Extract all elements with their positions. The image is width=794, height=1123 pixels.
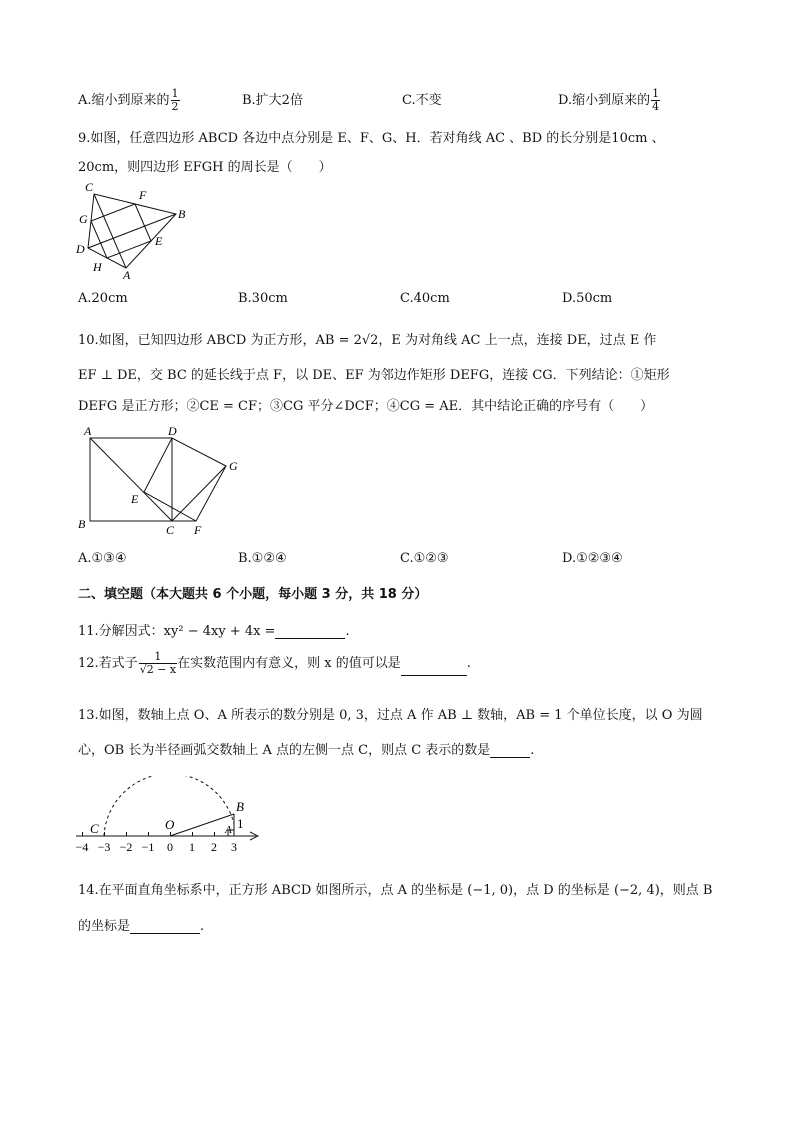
label-a: A — [225, 824, 232, 836]
q9-option-a: A.20cm — [78, 291, 128, 306]
tick-label: 1 — [189, 840, 195, 854]
q10-option-d: D.①②③④ — [562, 551, 623, 566]
q9-option-b: B.30cm — [238, 291, 288, 306]
q12-answer-blank[interactable] — [401, 661, 467, 676]
q14-stem-line1: 14.在平面直角坐标系中，正方形 ABCD 如图所示，点 A 的坐标是 (−1, 0)，点 D 的坐标是 (−2, 4)，则点 B — [78, 883, 713, 898]
tick-mark — [126, 832, 127, 836]
q10-stem-line2: EF ⊥ DE，交 BC 的延长线于点 F，以 DE、EF 为邻边作矩形 DEFG，连接 CG．下列结论：①矩形 — [78, 368, 670, 383]
q9-option-c: C.40cm — [400, 291, 450, 306]
q14-stem-line2 — [78, 915, 204, 934]
q14-end: . — [200, 919, 205, 934]
tick-label: 3 — [231, 840, 237, 854]
q10-stem-line1: 10.如图，已知四边形 ABCD 为正方形，AB = 2√2，E 为对角线 AC 上一点，连接 DE，过点 E 作 — [78, 333, 657, 348]
label-f: F — [194, 523, 202, 537]
label-c: C — [166, 523, 175, 537]
q10-stem-line3: DEFG 是正方形；②CE = CF；③CG 平分∠DCF；④CG = AE．其中结论正确的序号有（ ） — [78, 399, 654, 414]
label-o: O — [165, 817, 175, 832]
q9-stem-line1: 9.如图，任意四边形 ABCD 各边中点分别是 E、F、G、H．若对角线 AC 、BD 的长分别是10cm 、 — [78, 131, 665, 146]
q14-answer-blank[interactable] — [130, 919, 200, 934]
label-c: C — [90, 821, 99, 836]
q12-end: . — [466, 656, 471, 671]
q8-option-a-fraction — [171, 88, 180, 113]
tick-label: −1 — [141, 840, 155, 854]
q10-option-b: B.①②④ — [238, 551, 287, 566]
q12-line — [78, 651, 471, 676]
q12-post: 在实数范围内有意义，则 x 的值可以是 — [177, 656, 401, 671]
q12-fraction — [139, 651, 177, 676]
label-b: B — [236, 799, 244, 814]
q12-pre: 12.若式子 — [78, 656, 138, 671]
label-f: F — [139, 188, 147, 202]
label-a: A — [84, 424, 92, 438]
q13-stem-line1: 13.如图，数轴上点 O、A 所表示的数分别是 0, 3，过点 A 作 AB ⊥ 数轴，AB = 1 个单位长度，以 O 为圆 — [78, 708, 703, 723]
label-e: E — [155, 234, 163, 248]
diagonal-ac — [90, 438, 172, 521]
q8-option-d-text: D.缩小到原来的 — [558, 93, 651, 108]
diagonal-bd — [88, 214, 176, 248]
tick-label: −3 — [97, 840, 111, 854]
fraction-numerator: 1 — [652, 87, 660, 100]
label-g: G — [229, 459, 238, 473]
q11-answer-blank[interactable] — [275, 624, 345, 639]
q13-line2-text: 心，OB 长为半径画弧交数轴上 A 点的左侧一点 C，则点 C 表示的数是 — [78, 743, 491, 758]
fraction-numerator: 1 — [171, 87, 179, 100]
tick-mark — [82, 832, 83, 836]
label-e: E — [131, 492, 139, 506]
label-d: D — [168, 424, 177, 438]
q11-line — [78, 620, 350, 639]
quad-efgh — [91, 204, 151, 258]
q13-number-line-figure — [72, 776, 267, 858]
tick-mark — [214, 832, 215, 836]
fraction-numerator: 1 — [139, 651, 177, 664]
label-c: C — [85, 180, 94, 194]
label-b: B — [178, 207, 186, 221]
label-one: 1 — [237, 816, 244, 831]
q9-quadrilateral-figure — [72, 178, 202, 283]
q8-option-d — [558, 88, 660, 113]
q10-option-a: A.①③④ — [78, 551, 127, 566]
label-g: G — [79, 212, 88, 226]
q13-stem-line2 — [78, 739, 534, 758]
q9-option-d: D.50cm — [562, 291, 613, 306]
label-a: A — [123, 268, 131, 282]
q10-option-c: C.①②③ — [400, 551, 449, 566]
q8-option-a-text: A.缩小到原来的 — [78, 93, 170, 108]
q11-text: 11.分解因式：xy² − 4xy + 4x = — [78, 624, 276, 639]
q11-end: . — [345, 624, 350, 639]
q14-line2-text: 的坐标是 — [78, 919, 131, 934]
fraction-denominator: 4 — [652, 100, 660, 113]
square-defg — [144, 438, 226, 521]
q13-end: . — [530, 743, 535, 758]
q8-option-a — [78, 88, 180, 113]
fraction-denominator: √2 − x — [139, 663, 177, 676]
tick-mark — [148, 832, 149, 836]
tick-mark — [104, 832, 105, 836]
label-h: H — [93, 260, 102, 274]
segment-cg — [172, 466, 226, 521]
q8-option-b: B.扩大2倍 — [242, 93, 303, 108]
label-d: D — [76, 242, 85, 256]
tick-mark — [192, 832, 193, 836]
q8-option-c: C.不变 — [402, 93, 442, 108]
tick-label: −2 — [119, 840, 133, 854]
q9-stem-line2: 20cm，则四边形 EFGH 的周长是（ ） — [78, 160, 332, 175]
q8-option-d-fraction — [651, 88, 660, 113]
q13-answer-blank[interactable] — [490, 743, 530, 758]
fraction-denominator: 2 — [171, 100, 179, 113]
label-b: B — [78, 517, 86, 531]
section-heading-fill-in: 二、填空题（本大题共 6 个小题，每小题 3 分，共 18 分） — [78, 587, 428, 602]
tick-label: 2 — [211, 840, 217, 854]
q10-square-figure — [72, 420, 252, 542]
tick-label: 0 — [167, 840, 173, 854]
tick-mark — [170, 832, 171, 836]
tick-label: −4 — [75, 840, 89, 854]
axis-tick-marks — [82, 832, 215, 836]
